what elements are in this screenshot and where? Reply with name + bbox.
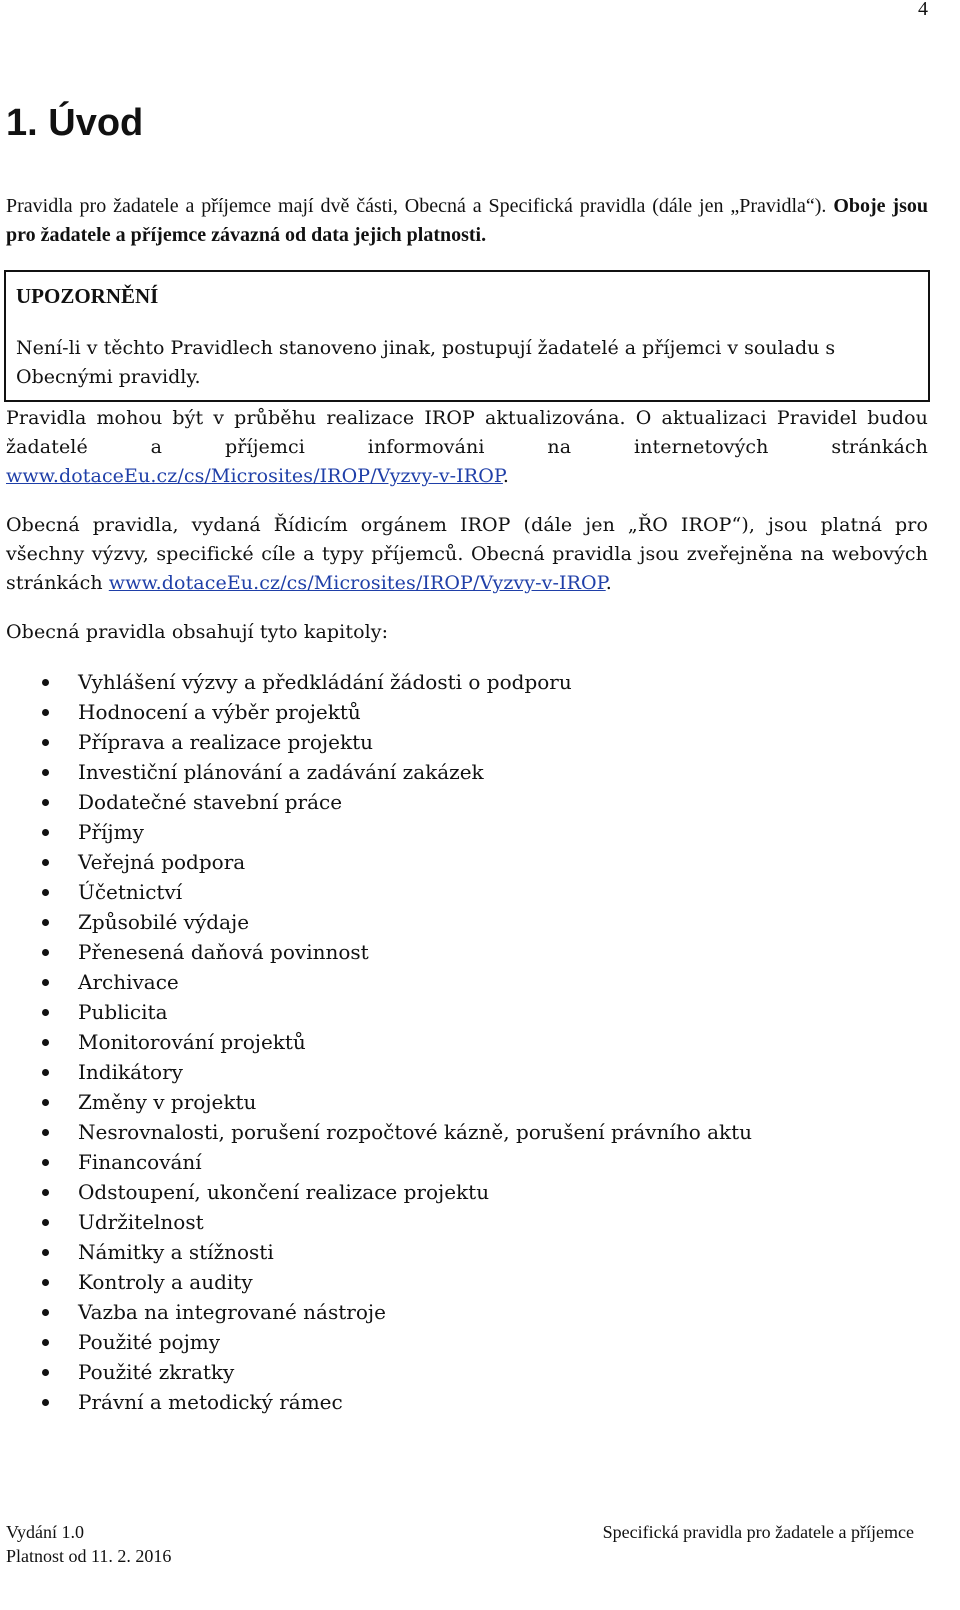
chapter-label: Způsobilé výdaje [78,910,250,934]
bullet-icon [42,1369,49,1376]
bullet-icon [42,709,49,716]
chapter-list-item [0,787,752,817]
section-heading: 1. Úvod [6,102,144,144]
chapter-list-item [0,967,752,997]
bullet-icon [42,979,49,986]
chapter-list-item [0,727,752,757]
chapter-label: Nesrovnalosti, porušení rozpočtové kázně, porušení právního aktu [78,1120,753,1144]
chapter-label: Změny v projektu [78,1090,257,1114]
bullet-icon [42,1069,49,1076]
chapter-list-item [0,817,752,847]
chapter-label: Vazba na integrované nástroje [78,1300,386,1324]
update-end: . [502,465,510,487]
edition-label: Vydání 1.0 [6,1522,84,1542]
bullet-icon [42,1129,49,1136]
chapter-list-item [0,907,752,937]
bullet-icon [42,949,49,956]
chapter-list-item [0,1387,752,1417]
page-number: 4 [918,0,928,20]
chapter-label: Použité pojmy [78,1330,221,1354]
bullet-icon [42,1279,49,1286]
chapter-list-item [0,1357,752,1387]
warning-text: Není-li v těchto Pravidlech stanoveno jinak, postupují žadatelé a příjemci v souladu s Obecnými pravidly. [16,337,836,388]
chapter-list-item [0,1177,752,1207]
bullet-icon [42,769,49,776]
chapter-label: Vyhlášení výzvy a předkládání žádosti o podporu [78,670,572,694]
chapter-label: Účetnictví [78,880,183,904]
bullet-icon [42,1099,49,1106]
chapter-label: Archivace [78,970,179,994]
chapter-list-item [0,1297,752,1327]
update-text: Pravidla mohou být v průběhu realizace IROP aktualizována. O aktualizaci Pravidel budou žadatelé a příjemci informováni na internetových stránkách [6,407,928,458]
chapter-list-item [0,1237,752,1267]
chapter-list-item [0,1147,752,1177]
chapter-label: Indikátory [78,1060,183,1084]
chapter-list-item [0,997,752,1027]
chapter-list-item [0,697,752,727]
general-rules-text: Obecná pravidla, vydaná Řídicím orgánem IROP (dále jen „ŘO IROP“), jsou platná pro všechny výzvy, specifické cíle a typy příjemců. Obecná pravidla jsou zveřejněna na webových stránkách [6,514,928,594]
chapter-list-item [0,1207,752,1237]
chapter-label: Dodatečné stavební práce [78,790,343,814]
footer-left [6,1520,171,1568]
bullet-icon [42,1159,49,1166]
bullet-icon [42,1309,49,1316]
chapters-intro: Obecná pravidla obsahují tyto kapitoly: [6,621,389,643]
bullet-icon [42,799,49,806]
chapter-label: Kontroly a audity [78,1270,253,1294]
chapter-list-item [0,667,752,697]
warning-box [4,270,930,402]
chapter-label: Přenesená daňová povinnost [78,940,369,964]
bullet-icon [42,1039,49,1046]
chapter-list-item [0,1087,752,1117]
chapter-list-item [0,847,752,877]
chapter-label: Použité zkratky [78,1360,235,1384]
bullet-icon [42,1219,49,1226]
chapter-label: Námitky a stížnosti [78,1240,274,1264]
bullet-icon [42,679,49,686]
footer-document-title: Specifická pravidla pro žadatele a příjemce [602,1522,914,1542]
bullet-icon [42,829,49,836]
irop-calls-link[interactable]: www.dotaceEu.cz/cs/Microsites/IROP/Vyzvy-v-IROP [6,465,503,487]
chapter-label: Příprava a realizace projektu [78,730,374,754]
valid-from-label: Platnost od 11. 2. 2016 [6,1546,172,1566]
bullet-icon [42,1009,49,1016]
bullet-icon [42,1189,49,1196]
chapter-list-item [0,1117,752,1147]
chapter-label: Odstoupení, ukončení realizace projektu [78,1180,490,1204]
bullet-icon [42,859,49,866]
update-paragraph [6,404,928,491]
chapter-label: Publicita [78,1000,168,1024]
bullet-icon [42,1399,49,1406]
general-rules-paragraph [6,511,928,598]
chapter-label: Investiční plánování a zadávání zakázek [78,760,484,784]
bullet-icon [42,739,49,746]
irop-calls-link-2[interactable]: www.dotaceEu.cz/cs/Microsites/IROP/Vyzvy-v-IROP [108,572,606,594]
general-rules-end: . [605,572,612,594]
bullet-icon [42,919,49,926]
chapter-list-item [0,757,752,787]
bullet-icon [42,1249,49,1256]
chapter-label: Právní a metodický rámec [78,1390,343,1414]
chapter-label: Hodnocení a výběr projektů [78,700,361,724]
chapter-list-item [0,877,752,907]
chapter-label: Monitorování projektů [78,1030,306,1054]
intro-text: Pravidla pro žadatele a příjemce mají dvě části, Obecná a Specifická pravidla (dále jen „Pravidla“). [6,195,834,217]
chapter-label: Příjmy [78,820,144,844]
chapter-list-item [0,1327,752,1357]
intro-bold-text: Oboje jsou pro žadatele a příjemce závazná od data jejich platnosti. [6,195,928,246]
bullet-icon [42,889,49,896]
chapters-list [0,667,752,1417]
chapter-label: Financování [78,1150,202,1174]
chapter-list-item [0,1057,752,1087]
chapter-list-item [0,1267,752,1297]
bullet-icon [42,1339,49,1346]
chapter-list-item [0,1027,752,1057]
warning-title: UPOZORNĚNÍ [16,284,159,308]
intro-paragraph [6,192,928,250]
chapter-list-item [0,937,752,967]
chapter-label: Veřejná podpora [78,850,246,874]
chapter-label: Udržitelnost [78,1210,204,1234]
